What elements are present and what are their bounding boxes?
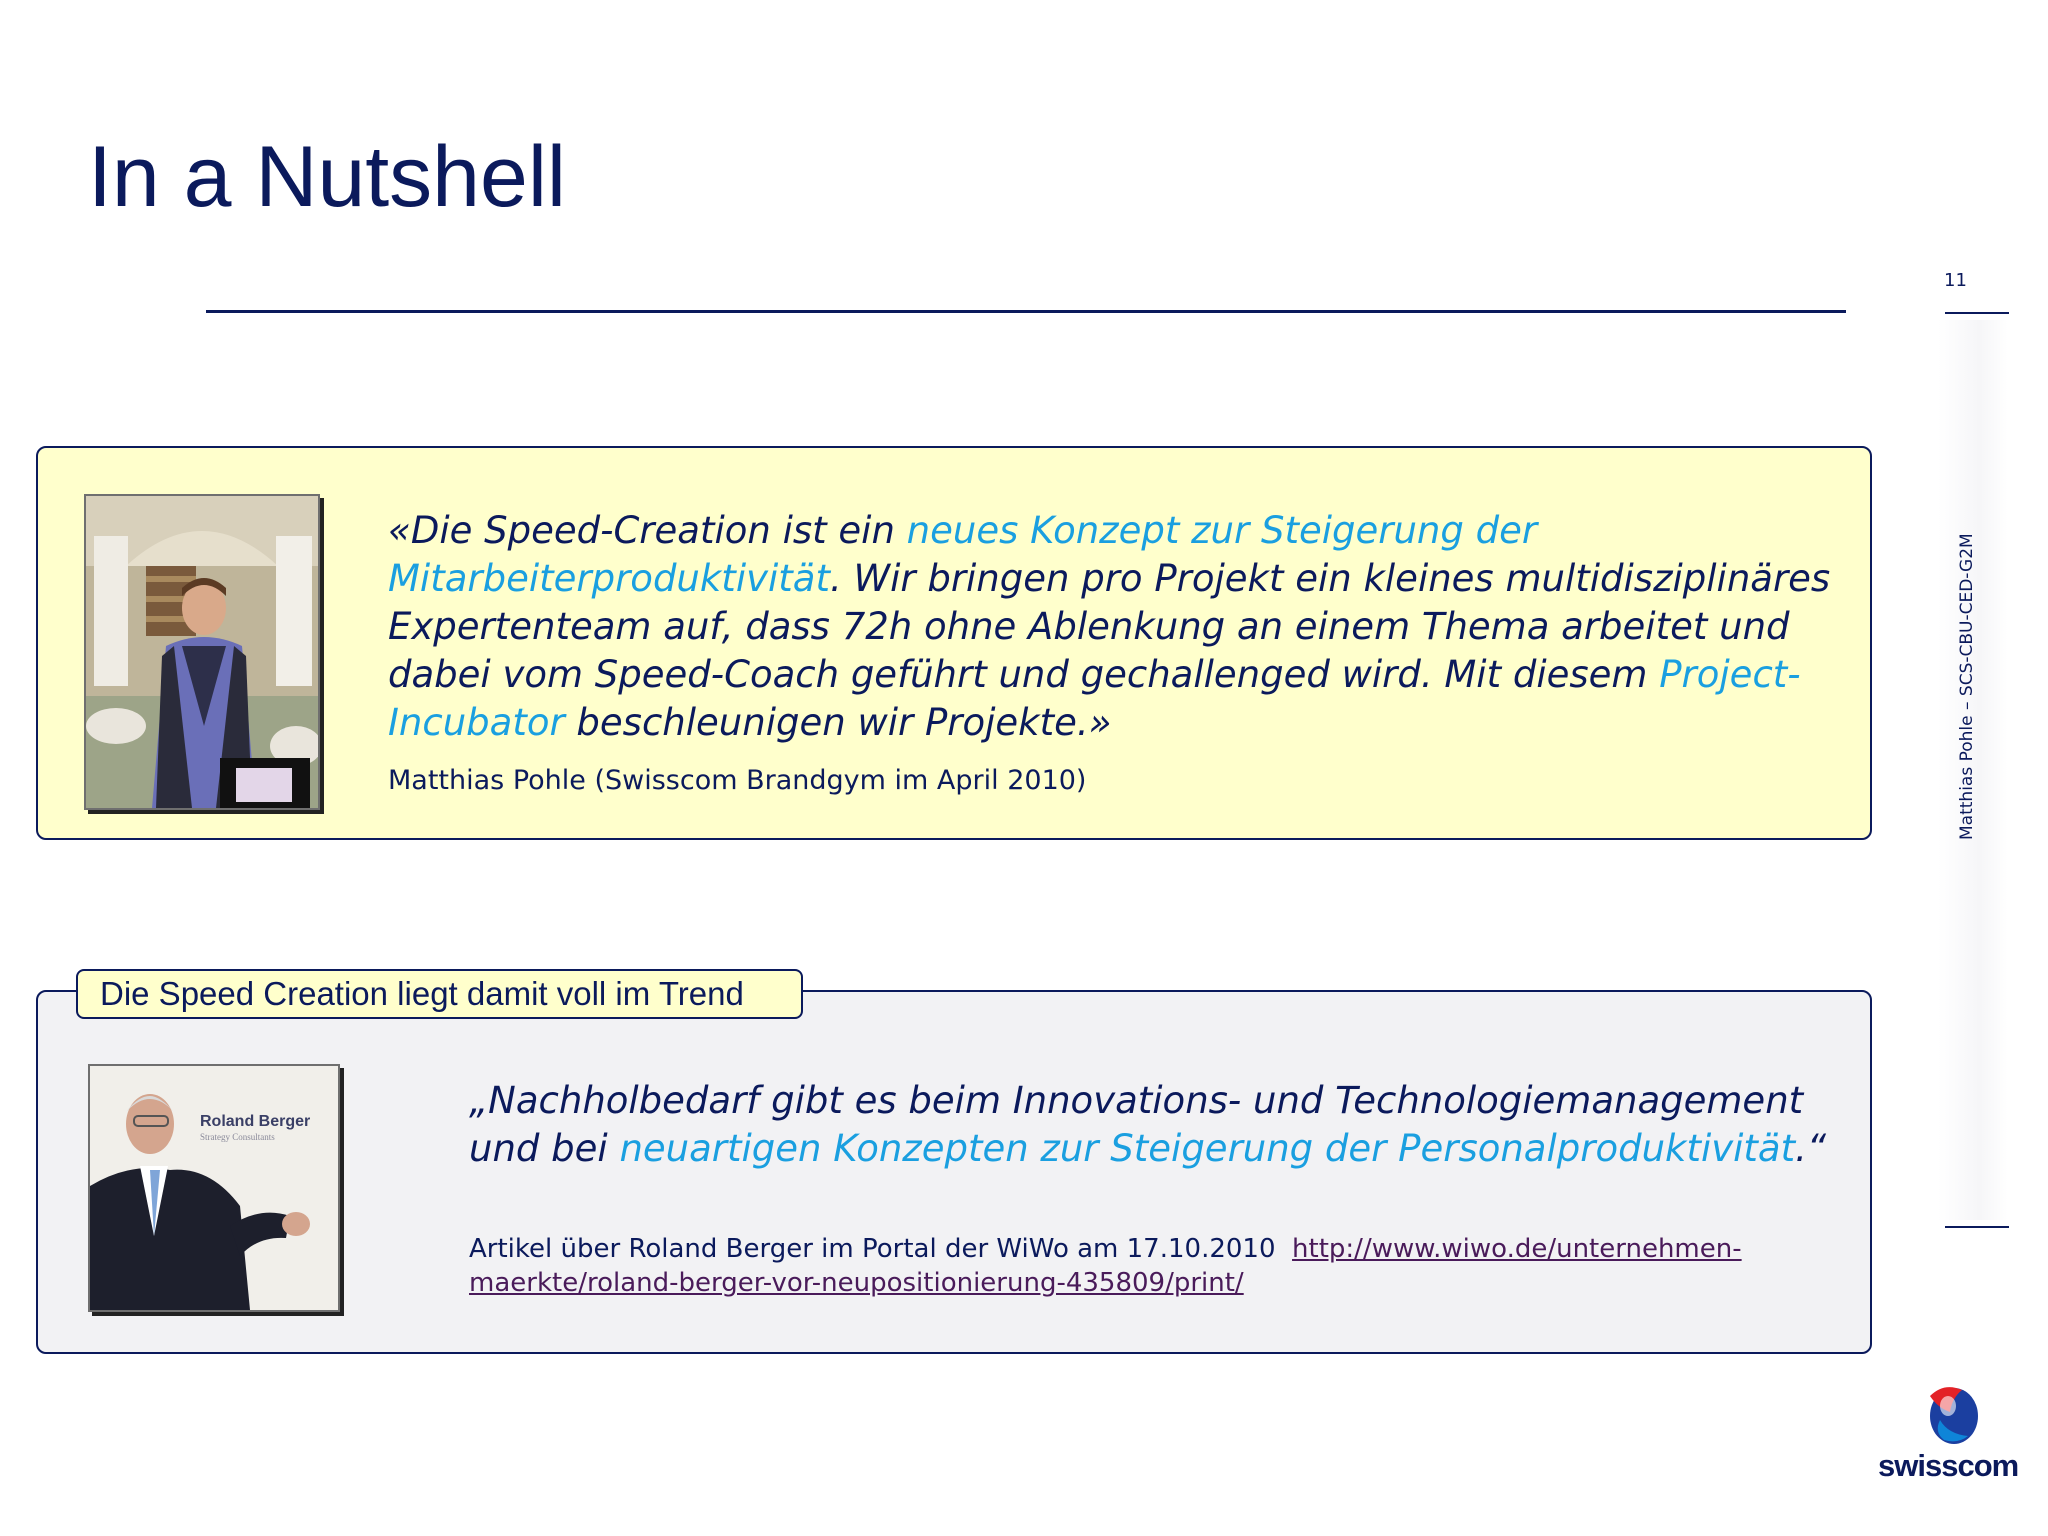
photo-roland-berger	[88, 1064, 340, 1312]
title-divider	[206, 310, 1846, 313]
speaker-photo-illustration-berger	[90, 1066, 338, 1310]
photo-matthias-pohle	[84, 494, 320, 810]
side-footer-label: Matthias Pohle – SCS-CBU-CED-G2M	[1957, 533, 1977, 840]
article-text: Artikel über Roland Berger im Portal der WiWo am 17.10.2010	[469, 1234, 1276, 1264]
trend-box-label: Die Speed Creation liegt damit voll im Trend	[76, 969, 803, 1019]
swisscom-logo	[1878, 1376, 2018, 1486]
berger-quote-part2: .“	[1795, 1127, 1827, 1170]
berger-quote-highlight: neuartigen Konzepten zur Steigerung der Personalproduktivität	[619, 1127, 1796, 1170]
side-divider-bottom	[1945, 1226, 2009, 1228]
swisscom-wordmark: swisscom	[1878, 1448, 2019, 1483]
quote-text-part1: «Die Speed-Creation ist ein	[388, 509, 907, 552]
quote-highlight-concept: neues Konzept zur Steigerung der Mitarbeiterproduktivität	[388, 509, 1538, 600]
swisscom-logo-icon	[1878, 1376, 2018, 1450]
slide-title: In a Nutshell	[88, 129, 567, 225]
page-number: 11	[1944, 270, 1967, 291]
article-link[interactable]: http://www.wiwo.de/unternehmen-maerkte/roland-berger-vor-neupositionierung-435809/print/	[469, 1234, 1742, 1298]
quote-text-part3: beschleunigen wir Projekte.»	[564, 701, 1112, 744]
pohle-quote	[388, 507, 1858, 747]
speaker-photo-illustration	[86, 496, 318, 808]
berger-quote	[469, 1077, 1849, 1173]
pohle-quote-caption: Matthias Pohle (Swisscom Brandgym im April 2010)	[388, 765, 1087, 796]
roland-berger-logo-text: Roland Berger	[200, 1113, 311, 1130]
side-divider-top	[1945, 312, 2009, 314]
roland-berger-logo-subtext: Strategy Consultants	[200, 1132, 275, 1142]
article-reference	[469, 1232, 1859, 1300]
berger-quote-part1: „Nachholbedarf gibt es beim Innovations- und Technologiemanagement und bei	[469, 1079, 1804, 1170]
quote-highlight-incubator: Project-Incubator	[388, 653, 1801, 744]
quote-text-part2: . Wir bringen pro Projekt ein kleines multidisziplinäres Expertenteam auf, dass 72h ohne Ablenkung an einem Thema arbeitet und dabei vom Speed-Coach geführt und gechallenged wird. Mit diesem	[388, 557, 1831, 696]
